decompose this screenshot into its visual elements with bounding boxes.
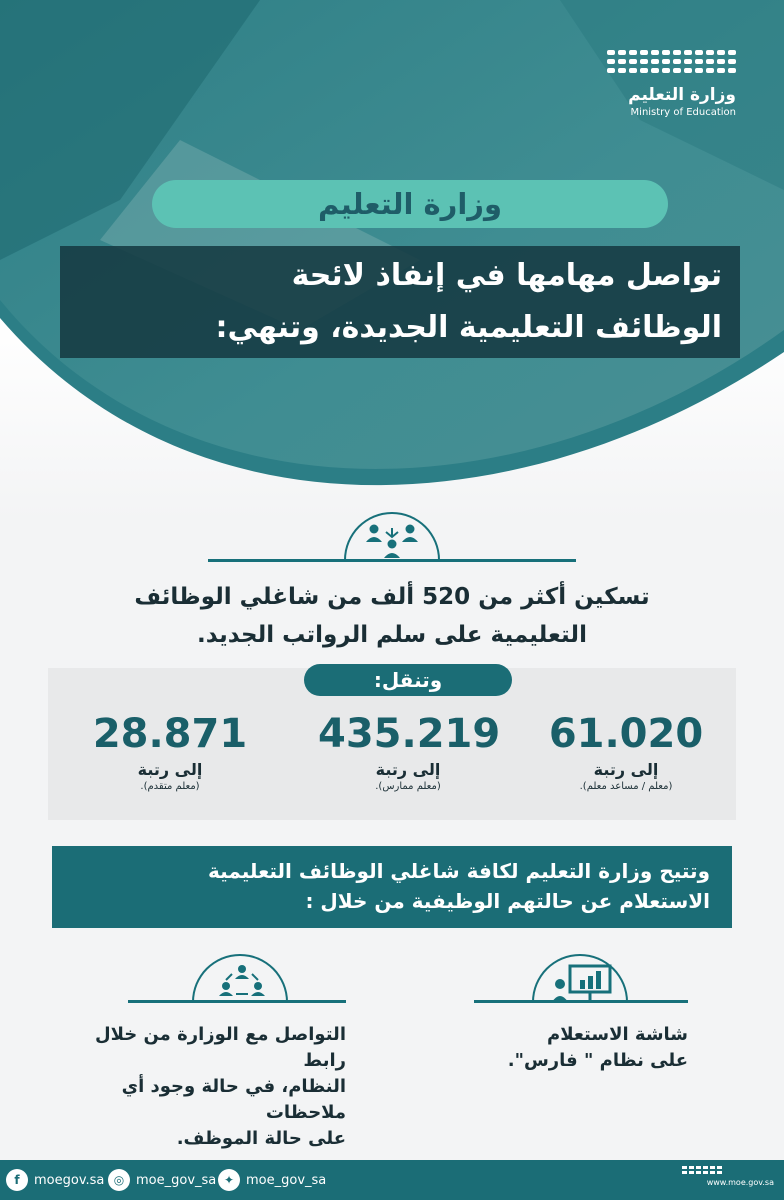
instagram-icon: ◎ <box>108 1169 130 1191</box>
option-line: على نظام " فارس". <box>507 1050 688 1071</box>
rank-title: (معلم ممارس). <box>375 781 441 792</box>
divider <box>208 559 576 562</box>
stat-text <box>100 578 684 654</box>
info-band <box>52 846 732 928</box>
rank-item <box>80 712 260 792</box>
facebook-icon: f <box>6 1169 28 1191</box>
option-icon-group <box>532 954 628 1002</box>
twitter-icon: ✦ <box>218 1169 240 1191</box>
rank-item <box>318 711 501 792</box>
rank-title: (معلم / مساعد معلم). <box>579 781 673 792</box>
twitter-link[interactable] <box>218 1168 326 1192</box>
dome-frame <box>192 954 288 1002</box>
footer-logo-icon <box>682 1166 722 1174</box>
dome-frame <box>344 512 440 560</box>
brand-pill <box>152 180 668 228</box>
info-line-2: الاستعلام عن حالتهم الوظيفية من خلال : <box>305 889 710 913</box>
facebook-handle: moegov.sa <box>34 1172 105 1188</box>
headline-line-2: الوظائف التعليمية الجديدة، وتنهي: <box>215 310 722 345</box>
logo-arabic-text: وزارة التعليم <box>628 85 736 105</box>
instagram-handle: moe_gov_sa <box>136 1172 217 1188</box>
rank-number: 435.219 <box>318 711 501 757</box>
rank-title: (معلم متقدم). <box>140 781 200 792</box>
stat-line-1: تسكين أكثر من 520 ألف من شاغلي الوظائف <box>134 584 650 610</box>
divider <box>128 1000 346 1003</box>
movement-pill: وتنقل: <box>304 664 512 696</box>
option-icon-group <box>192 954 288 1002</box>
website-link[interactable]: www.moe.gov.sa <box>706 1178 774 1187</box>
facebook-link[interactable] <box>6 1168 104 1192</box>
dome-frame <box>532 954 628 1002</box>
stat-line-2: التعليمية على سلم الرواتب الجديد. <box>197 622 587 648</box>
presentation-screen-icon <box>550 964 614 1004</box>
headline-box <box>60 246 740 358</box>
headline-line-1: تواصل مهامها في إنفاذ لائحة <box>291 258 722 293</box>
ministry-logo <box>576 50 736 118</box>
divider <box>474 1000 688 1003</box>
rank-number: 28.871 <box>92 711 248 757</box>
rank-label: إلى رتبة <box>593 760 659 779</box>
option-text <box>474 1022 688 1074</box>
rank-label: إلى رتبة <box>375 760 441 779</box>
info-line-1: وتتيح وزارة التعليم لكافة شاغلي الوظائف التعليمية <box>208 859 710 883</box>
instagram-link[interactable] <box>108 1168 216 1192</box>
rank-item <box>536 712 716 792</box>
people-network-icon <box>362 520 422 560</box>
option-line: النظام، في حالة وجود أي ملاحظات <box>121 1076 346 1123</box>
option-line: التواصل مع الوزارة من خلال رابط <box>94 1024 346 1071</box>
logo-dots-icon <box>576 50 736 73</box>
option-text <box>60 1022 346 1152</box>
twitter-handle: moe_gov_sa <box>246 1172 327 1188</box>
rank-label: إلى رتبة <box>137 760 203 779</box>
brand-title: وزارة التعليم <box>317 187 503 221</box>
logo-english-text: Ministry of Education <box>630 107 736 118</box>
people-network-icon-group <box>344 512 440 560</box>
exchange-people-icon <box>212 962 272 1002</box>
rank-number: 61.020 <box>548 711 704 757</box>
option-line: على حالة الموظف. <box>176 1128 346 1149</box>
option-line: شاشة الاستعلام <box>547 1024 688 1045</box>
